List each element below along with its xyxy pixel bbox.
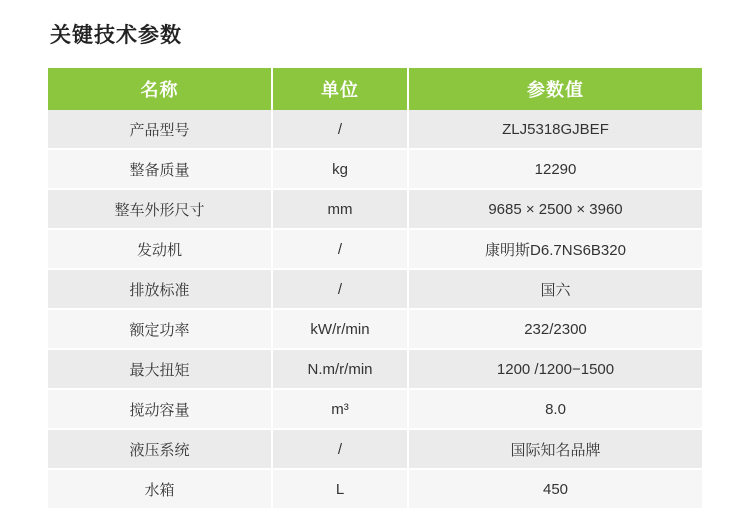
cell-name: 水箱 xyxy=(48,469,272,508)
cell-unit: L xyxy=(272,469,408,508)
cell-name: 整备质量 xyxy=(48,149,272,189)
cell-name: 发动机 xyxy=(48,229,272,269)
cell-unit: / xyxy=(272,229,408,269)
cell-name: 额定功率 xyxy=(48,309,272,349)
cell-unit: / xyxy=(272,110,408,149)
cell-unit: kg xyxy=(272,149,408,189)
table-header xyxy=(48,68,702,110)
cell-unit: / xyxy=(272,429,408,469)
cell-name: 整车外形尺寸 xyxy=(48,189,272,229)
table-row xyxy=(48,269,702,309)
page-title: 关键技术参数 xyxy=(50,24,182,47)
column-header-name: 名称 xyxy=(48,68,272,110)
cell-value: ZLJ5318GJBEF xyxy=(408,110,702,149)
cell-value: 8.0 xyxy=(408,389,702,429)
cell-name: 产品型号 xyxy=(48,110,272,149)
cell-value: 232/2300 xyxy=(408,309,702,349)
key-technical-parameters-table xyxy=(48,68,702,508)
table-body xyxy=(48,110,702,508)
table-row xyxy=(48,389,702,429)
cell-name: 液压系统 xyxy=(48,429,272,469)
table-row xyxy=(48,429,702,469)
cell-value: 1200 /1200−1500 xyxy=(408,349,702,389)
cell-value: 450 xyxy=(408,469,702,508)
table-row xyxy=(48,189,702,229)
table-row xyxy=(48,149,702,189)
cell-name: 排放标准 xyxy=(48,269,272,309)
cell-unit: / xyxy=(272,269,408,309)
column-header-unit: 单位 xyxy=(272,68,408,110)
table-row xyxy=(48,309,702,349)
table-row xyxy=(48,349,702,389)
cell-name: 最大扭矩 xyxy=(48,349,272,389)
table-row xyxy=(48,469,702,508)
cell-unit: mm xyxy=(272,189,408,229)
table-header-row xyxy=(48,68,702,110)
cell-value: 国六 xyxy=(408,269,702,309)
cell-unit: m³ xyxy=(272,389,408,429)
cell-unit: N.m/r/min xyxy=(272,349,408,389)
table-row xyxy=(48,110,702,149)
cell-value: 康明斯D6.7NS6B320 xyxy=(408,229,702,269)
cell-value: 9685 × 2500 × 3960 xyxy=(408,189,702,229)
column-header-value: 参数值 xyxy=(408,68,702,110)
cell-value: 12290 xyxy=(408,149,702,189)
table-row xyxy=(48,229,702,269)
cell-value: 国际知名品牌 xyxy=(408,429,702,469)
cell-name: 搅动容量 xyxy=(48,389,272,429)
cell-unit: kW/r/min xyxy=(272,309,408,349)
